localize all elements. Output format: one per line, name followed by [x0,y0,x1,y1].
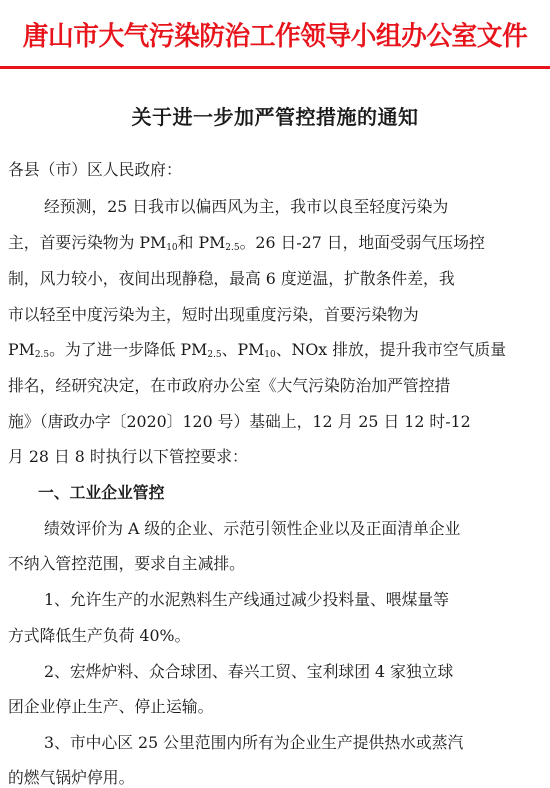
body-text-line: 经预测，25 日我市以偏西风为主，我市以良至轻度污染为 [44,197,449,216]
body-text-line: 制，风力较小，夜间出现静稳，最高 6 度逆温，扩散条件差，我 [8,269,455,288]
body-text-line: 月 28 日 8 时执行以下管控要求： [8,447,248,466]
body-text-line: 市以轻至中度污染为主，短时出现重度污染，首要污染物为 [8,305,419,324]
body-text-line: 的燃气锅炉停用。 [8,768,135,787]
body-text-line [8,340,506,360]
subscript: 2.5 [34,350,50,360]
body-text-line: 2、宏烨炉料、众合球团、春兴工贸、宝利球团 4 家独立球 [44,662,454,681]
body-text-line: 方式降低生产负荷 40%。 [8,626,191,645]
subscript: 10 [264,350,276,360]
body-text-line: 排名，经研究决定，在市政府办公室《大气污染防治加严管控措 [8,376,451,395]
header-red-rule [0,66,550,69]
body-text-line: 1、允许生产的水泥熟料生产线通过减少投料量、喂煤量等 [44,590,449,609]
text-run: 、PM [221,340,265,359]
subscript: 10 [166,243,178,253]
body-text-line: 施》（唐政办字〔2020〕120 号）基础上，12 月 25 日 12 时-12 [8,412,471,431]
body-text-line: 3、市中心区 25 公里范围内所有为企业生产提供热水或蒸汽 [44,733,464,752]
text-run: 。26 日-27 日，地面受弱气压场控 [239,233,485,252]
text-run: PM [8,340,35,359]
body-text-line: 不纳入管控范围，要求自主减排。 [8,554,245,573]
text-run: 和 PM [177,233,226,252]
notice-title: 关于进一步加严管控措施的通知 [131,105,419,129]
body-text-line [8,233,485,253]
body-text-line: 团企业停止生产、停止运输。 [8,697,214,716]
text-run: 。为了进一步降低 PM [49,340,208,359]
document-header-title: 唐山市大气污染防治工作领导小组办公室文件 [22,21,528,52]
section-heading: 一、工业企业管控 [38,483,165,502]
text-run: 主，首要污染物为 PM [8,233,167,252]
addressee: 各县（市）区人民政府： [8,160,182,179]
subscript: 2.5 [207,350,222,360]
subscript: 2.5 [225,243,240,253]
body-text-line: 绩效评价为 A 级的企业、示范引领性企业以及正面清单企业 [44,519,461,538]
text-run: 、NOx 排放，提升我市空气质量 [275,340,507,359]
